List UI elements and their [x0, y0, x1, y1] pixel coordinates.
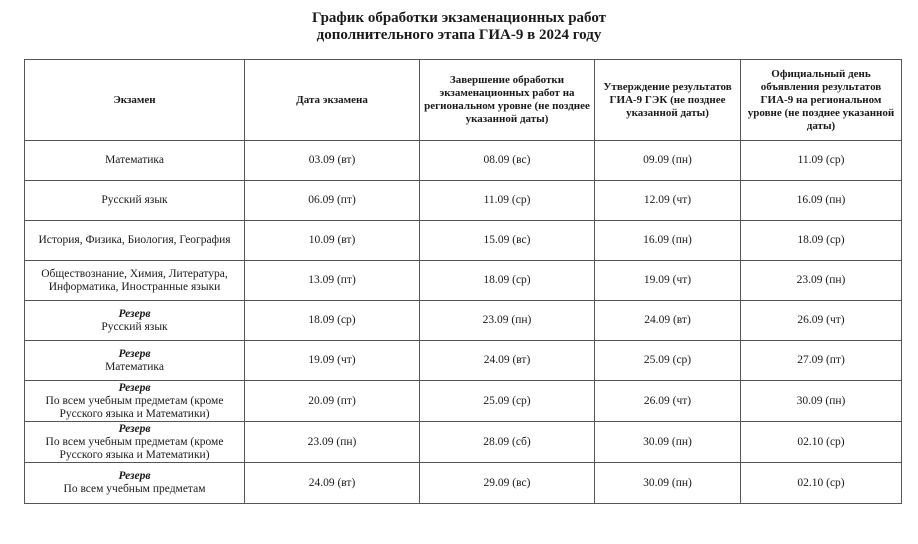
- cell-exam-date: 23.09 (пн): [245, 422, 420, 463]
- reserve-label: Резерв: [118, 307, 151, 320]
- subject-label: Русский язык: [101, 194, 168, 206]
- cell-subject: [25, 422, 245, 463]
- cell-announcement: 23.09 (пн): [741, 261, 902, 301]
- cell-exam-date: 06.09 (пт): [245, 181, 420, 221]
- title-line-2: дополнительного этапа ГИА-9 в 2024 году: [316, 27, 602, 43]
- table-row: [25, 463, 902, 504]
- cell-approval: 12.09 (чт): [595, 181, 741, 221]
- subject-label: По всем учебным предметам (кроме Русского языка и Математики): [45, 435, 224, 461]
- document-title: [0, 10, 918, 44]
- subject-label: Математика: [105, 154, 164, 166]
- cell-exam-date: 18.09 (ср): [245, 301, 420, 341]
- cell-subject: [25, 261, 245, 301]
- header-processing-end: Завершение обработки экзаменационных работ на региональном уровне (не позднее указанной даты): [420, 60, 595, 141]
- cell-approval: 19.09 (чт): [595, 261, 741, 301]
- cell-announcement: 11.09 (ср): [741, 141, 902, 181]
- cell-exam-date: 10.09 (вт): [245, 221, 420, 261]
- cell-approval: 30.09 (пн): [595, 463, 741, 504]
- cell-subject: [25, 181, 245, 221]
- header-announcement: Официальный день объявления результатов ГИА-9 на региональном уровне (не позднее указанной даты): [741, 60, 902, 141]
- cell-subject: [25, 381, 245, 422]
- header-approval: Утверждение результатов ГИА-9 ГЭК (не позднее указанной даты): [595, 60, 741, 141]
- cell-announcement: 26.09 (чт): [741, 301, 902, 341]
- table-row: [25, 181, 902, 221]
- cell-approval: 26.09 (чт): [595, 381, 741, 422]
- cell-subject: [25, 463, 245, 504]
- cell-exam-date: 24.09 (вт): [245, 463, 420, 504]
- header-exam-date: Дата экзамена: [245, 60, 420, 141]
- cell-processing-end: 11.09 (ср): [420, 181, 595, 221]
- cell-approval: 25.09 (ср): [595, 341, 741, 381]
- cell-subject: [25, 301, 245, 341]
- subject-label: По всем учебным предметам: [63, 483, 206, 495]
- subject-label: История, Физика, Биология, География: [38, 234, 231, 246]
- table-row: [25, 341, 902, 381]
- table-row: [25, 221, 902, 261]
- reserve-label: Резерв: [118, 422, 151, 435]
- subject-label: Обществознание, Химия, Литература, Информатика, Иностранные языки: [41, 267, 228, 293]
- cell-processing-end: 23.09 (пн): [420, 301, 595, 341]
- cell-exam-date: 19.09 (чт): [245, 341, 420, 381]
- cell-processing-end: 28.09 (сб): [420, 422, 595, 463]
- reserve-label: Резерв: [118, 347, 151, 360]
- cell-approval: 09.09 (пн): [595, 141, 741, 181]
- cell-approval: 24.09 (вт): [595, 301, 741, 341]
- cell-announcement: 18.09 (ср): [741, 221, 902, 261]
- table-row: [25, 381, 902, 422]
- header-row: [25, 60, 902, 141]
- reserve-label: Резерв: [118, 470, 151, 482]
- cell-announcement: 27.09 (пт): [741, 341, 902, 381]
- cell-approval: 30.09 (пн): [595, 422, 741, 463]
- subject-label: Русский язык: [101, 320, 168, 333]
- cell-processing-end: 08.09 (вс): [420, 141, 595, 181]
- subject-label: По всем учебным предметам (кроме Русского языка и Математики): [45, 394, 224, 420]
- cell-processing-end: 18.09 (ср): [420, 261, 595, 301]
- header-exam: Экзамен: [25, 60, 245, 141]
- table-row: [25, 301, 902, 341]
- cell-approval: 16.09 (пн): [595, 221, 741, 261]
- cell-subject: [25, 141, 245, 181]
- subject-label: Математика: [105, 360, 164, 373]
- cell-processing-end: 24.09 (вт): [420, 341, 595, 381]
- schedule-table: [24, 59, 902, 504]
- table-row: [25, 261, 902, 301]
- cell-exam-date: 20.09 (пт): [245, 381, 420, 422]
- cell-subject: [25, 341, 245, 381]
- cell-announcement: 30.09 (пн): [741, 381, 902, 422]
- cell-processing-end: 25.09 (ср): [420, 381, 595, 422]
- cell-announcement: 02.10 (ср): [741, 463, 902, 504]
- table-row: [25, 422, 902, 463]
- cell-announcement: 02.10 (ср): [741, 422, 902, 463]
- reserve-label: Резерв: [118, 381, 151, 394]
- cell-exam-date: 13.09 (пт): [245, 261, 420, 301]
- cell-announcement: 16.09 (пн): [741, 181, 902, 221]
- cell-processing-end: 15.09 (вс): [420, 221, 595, 261]
- title-line-1: График обработки экзаменационных работ: [311, 10, 607, 26]
- cell-exam-date: 03.09 (вт): [245, 141, 420, 181]
- cell-subject: [25, 221, 245, 261]
- cell-processing-end: 29.09 (вс): [420, 463, 595, 504]
- table-row: [25, 141, 902, 181]
- table-body: [25, 141, 902, 504]
